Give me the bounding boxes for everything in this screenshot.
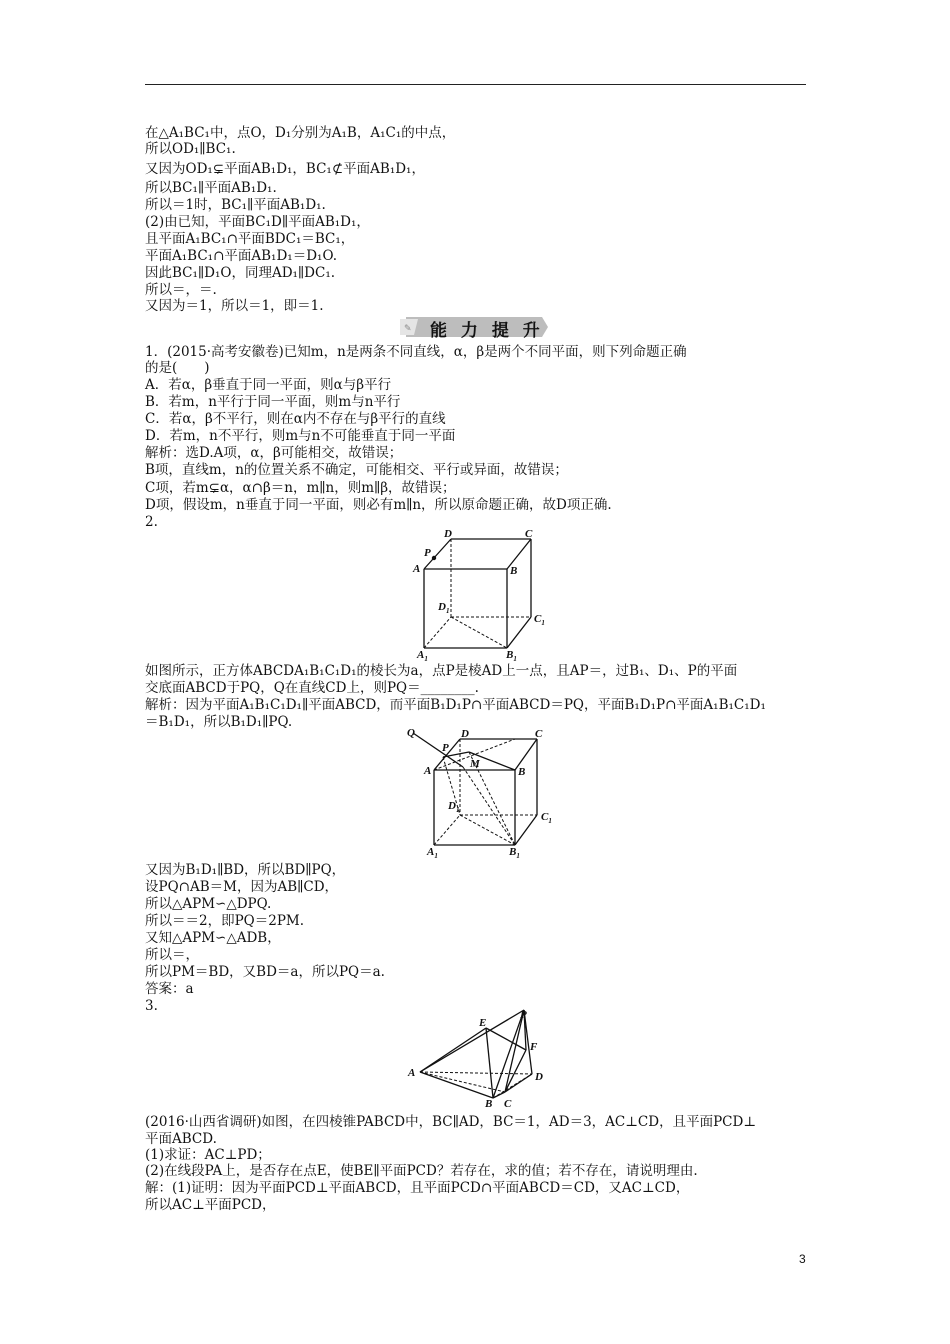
label-c1: $C_1$ (541, 811, 552, 825)
text-line: B．若m，n平行于同一平面，则m与n平行 (145, 394, 401, 410)
label-b1: $B_1$ (506, 649, 517, 661)
text-line: 解析：因为平面A₁B₁C₁D₁∥平面ABCD，而平面B₁D₁P∩平面ABCD＝PQ，平面B₁D₁P∩平面A₁B₁C₁D₁ (145, 697, 766, 713)
label-q: Q (407, 727, 415, 739)
label-b: B (518, 766, 526, 778)
text-line: 如图所示，正方体ABCDA₁B₁C₁D₁的棱长为a，点P是棱AD上一点，且AP＝，过B₁、D₁、P的平面 (145, 663, 738, 679)
label-d: D (461, 728, 469, 740)
text-line: 答案：a (145, 981, 194, 997)
text-line: (2)由已知，平面BC₁D∥平面AB₁D₁， (145, 214, 370, 230)
label-c1: $C_1$ (534, 613, 545, 627)
label-m: M (470, 758, 480, 770)
text-line: 所以PM＝BD，又BD＝a，所以PQ＝a. (145, 964, 385, 980)
label-a1: $A_1$ (417, 649, 428, 661)
label-b1: $B_1$ (509, 846, 520, 860)
text-line: 所以OD₁∥BC₁. (145, 141, 236, 157)
text-line: 又因为OD₁⊊平面AB₁D₁，BC₁⊄平面AB₁D₁， (145, 161, 425, 177)
banner-title: 能 力 提 升 (430, 321, 544, 341)
text-line: 设PQ∩AB＝M，因为AB∥CD， (145, 879, 339, 895)
text-line: 所以△APM∽△DPQ. (145, 896, 272, 912)
text-line: B项，直线m，n的位置关系不确定，可能相交、平行或异面，故错误； (145, 462, 568, 478)
text-line: 所以＝， (145, 947, 199, 963)
label-p: P (442, 742, 449, 754)
text-line: 所以＝＝2，即PQ＝2PM. (145, 913, 305, 929)
text-line: 3. (145, 998, 158, 1014)
label-c: C (504, 1098, 512, 1110)
text-line: 平面ABCD. (145, 1131, 217, 1147)
text-line: 2. (145, 514, 158, 530)
text-line: 所以＝，＝. (145, 282, 217, 298)
label-p: P (520, 1009, 527, 1021)
svg-text:✎: ✎ (404, 324, 412, 334)
text-line: D项，假设m，n垂直于同一平面，则必有m∥n，所以原命题正确，故D项正确. (145, 497, 612, 513)
text-line: 且平面A₁BC₁∩平面BDC₁＝BC₁， (145, 231, 355, 247)
label-a1: $A_1$ (427, 846, 438, 860)
text-line: D．若m，n不平行，则m与n不可能垂直于同一平面 (145, 428, 456, 444)
text-line: A．若α，β垂直于同一平面，则α与β平行 (145, 377, 392, 393)
text-line: 在△A₁BC₁中，点O，D₁分别为A₁B，A₁C₁的中点， (145, 125, 456, 141)
text-line: (1)求证：AC⊥PD； (145, 1147, 271, 1163)
text-line: 1．(2015·高考安徽卷)已知m，n是两条不同直线，α，β是两个不同平面，则下列命题正确 (145, 344, 687, 360)
label-d1: $D_1$ (448, 800, 460, 814)
text-line: 所以AC⊥平面PCD， (145, 1197, 276, 1213)
text-line: 解析：选D.A项，α，β可能相交，故错误； (145, 445, 403, 461)
label-e: E (479, 1017, 487, 1029)
label-p: P (424, 547, 431, 559)
text-line: 又因为B₁D₁∥BD，所以BD∥PQ， (145, 862, 346, 878)
text-line: 所以BC₁∥平面AB₁D₁. (145, 180, 277, 196)
figure-pyramid (400, 1006, 550, 1116)
label-b: B (510, 565, 518, 577)
label-a: A (413, 563, 421, 575)
label-c: C (525, 528, 533, 540)
section-banner (400, 314, 548, 340)
text-line: (2)在线段PA上，是否存在点E，使BE∥平面PCD？若存在，求的值；若不存在，请说明理由. (145, 1163, 698, 1179)
label-c: C (535, 728, 543, 740)
text-line: 因此BC₁∥D₁O，同理AD₁∥DC₁. (145, 265, 336, 281)
point-p (432, 556, 436, 560)
text-line: C项，若m⊊α，α∩β＝n，m∥n，则m∥β，故错误； (145, 480, 456, 496)
text-line: 平面A₁BC₁∩平面AB₁D₁＝D₁O. (145, 248, 338, 264)
label-a: A (408, 1067, 416, 1079)
text-line: (2016·山西省调研)如图，在四棱锥PABCD中，BC∥AD，BC＝1，AD＝3，AC⊥CD，且平面PCD⊥ (145, 1114, 757, 1130)
text-line: ＝B₁D₁，所以B₁D₁∥PQ. (145, 714, 293, 730)
figure-cube-section (405, 725, 565, 860)
text-line: 交底面ABCD于PQ，Q在直线CD上，则PQ＝________. (145, 680, 479, 696)
label-a: A (424, 765, 432, 777)
text-line: C．若α，β不平行，则在α内不存在与β平行的直线 (145, 411, 446, 427)
text-line: 又知△APM∽△ADB， (145, 930, 281, 946)
figure-cube (410, 526, 560, 661)
label-d: D (444, 528, 452, 540)
label-f: F (530, 1041, 538, 1053)
header-rule (145, 84, 806, 85)
label-d1: $D_1$ (438, 601, 450, 615)
text-line: 的是( ) (145, 360, 210, 376)
text-line: 又因为＝1，所以＝1，即＝1. (145, 298, 324, 314)
page-number: 3 (799, 1252, 806, 1266)
label-d: D (535, 1071, 543, 1083)
text-line: 解：(1)证明：因为平面PCD⊥平面ABCD，且平面PCD∩平面ABCD＝CD，又AC⊥CD， (145, 1180, 690, 1196)
label-b: B (485, 1098, 493, 1110)
text-line: 所以＝1时，BC₁∥平面AB₁D₁. (145, 197, 326, 213)
